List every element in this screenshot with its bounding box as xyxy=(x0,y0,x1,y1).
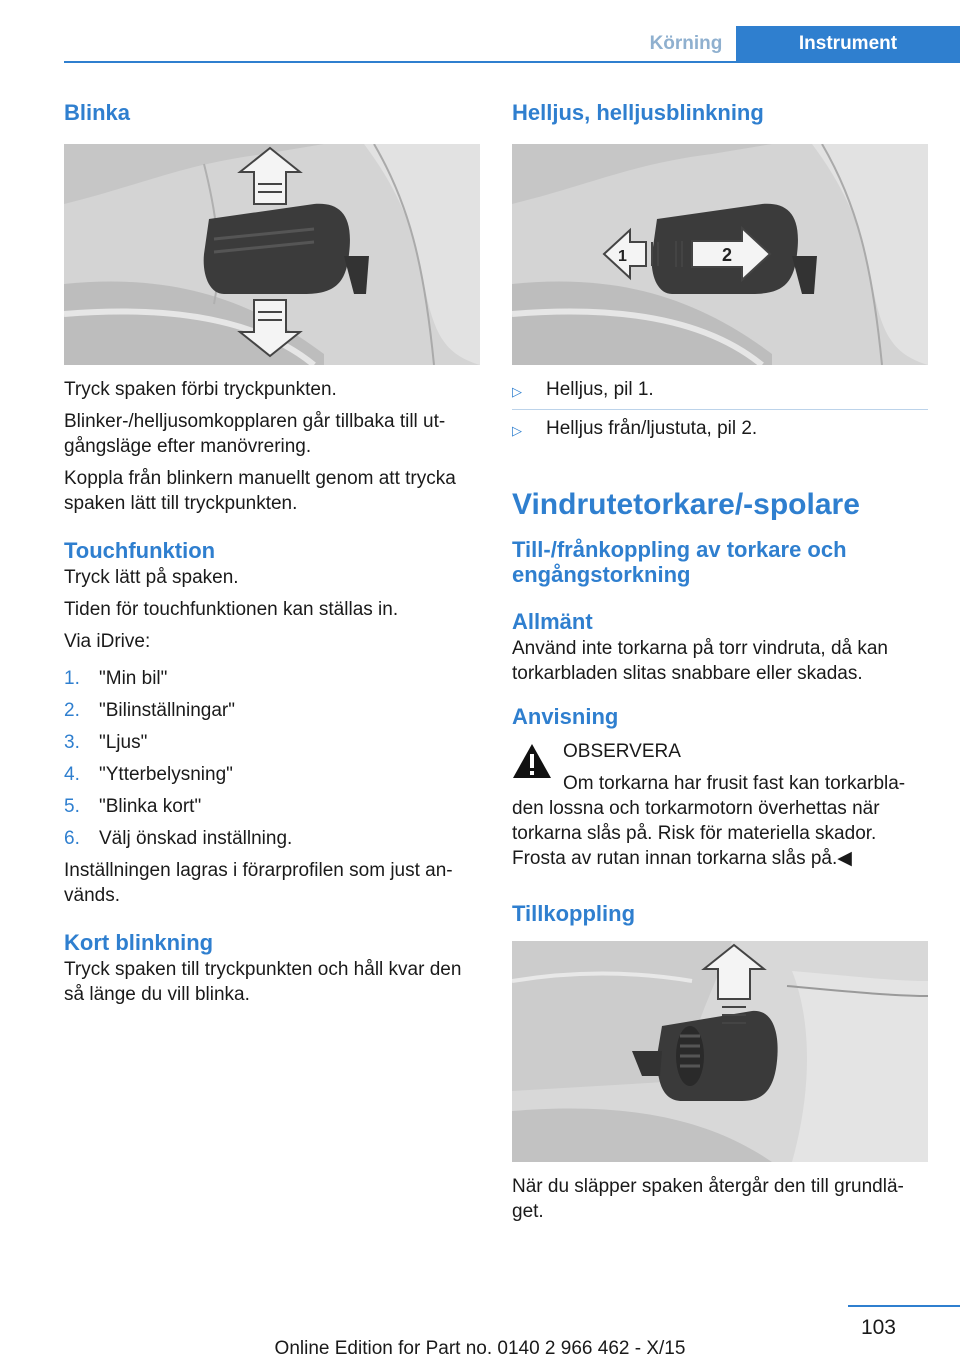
triangle-bullet-icon: ▷ xyxy=(512,423,522,438)
step-text: "Ytterbelysning" xyxy=(99,764,233,785)
heading-allmant: Allmänt xyxy=(512,609,593,634)
heading-vindrutetorkare: Vindrutetorkare/-spolare xyxy=(512,488,860,521)
blinka-paragraph-2: Blinker-/helljusomkopplaren går tillbaka till ut-gångsläge efter manövrering. xyxy=(64,411,446,457)
arrow-2-label: 2 xyxy=(722,245,733,265)
kort-paragraph-1: Tryck spaken till tryckpunkten och håll kvar den så länge du vill blinka. xyxy=(64,959,462,1005)
tab-instrument[interactable]: Instrument xyxy=(736,26,960,62)
list-item xyxy=(64,666,480,691)
step-text: "Min bil" xyxy=(99,668,168,689)
list-item xyxy=(512,377,928,404)
heading-kort-blinkning: Kort blinkning xyxy=(64,930,214,955)
page-number: 103 xyxy=(860,1316,896,1339)
lever-high-beam-illustration xyxy=(512,144,928,365)
right-column xyxy=(512,100,928,1231)
step-number: 2. xyxy=(64,700,80,721)
touch-paragraph-1: Tryck lätt på spaken. xyxy=(64,567,239,588)
allmant-paragraph-1: Använd inte torkarna på torr vindruta, då kan torkarbladen slitas snabbare eller skadas. xyxy=(512,638,889,684)
header-tabs xyxy=(636,26,960,62)
helljus-bullet-list-2 xyxy=(512,416,928,443)
blinka-paragraph-1: Tryck spaken förbi tryckpunkten. xyxy=(64,379,337,400)
heading-till-frankoppling: Till-/frånkoppling av torkare och engångstorkning xyxy=(512,537,847,587)
left-column xyxy=(64,100,480,1014)
step-number: 4. xyxy=(64,764,80,785)
figure-tillkoppling xyxy=(512,941,928,1162)
header-rule xyxy=(64,61,960,63)
arrow-1-label: 1 xyxy=(618,248,627,265)
touch-paragraph-2: Tiden för touchfunktionen kan ställas in. xyxy=(64,599,399,620)
list-item xyxy=(64,698,480,723)
heading-blinka: Blinka xyxy=(64,100,131,125)
heading-helljus: Helljus, helljusblinkning xyxy=(512,100,764,125)
footer-rule xyxy=(848,1305,960,1307)
idrive-steps-list xyxy=(64,666,480,851)
list-item xyxy=(64,794,480,819)
heading-tillkoppling: Tillkoppling xyxy=(512,901,636,926)
bullet-divider xyxy=(512,409,928,410)
helljus-bullet-list xyxy=(512,377,928,404)
step-number: 6. xyxy=(64,828,80,849)
warning-text: Om torkarna har frusit fast kan torkarbla-den lossna och torkarmotorn överhettas när torkarna slås på. Risk för materiella skador. Frosta av rutan innan torkarna slås på.◀ xyxy=(512,773,906,869)
step-number: 3. xyxy=(64,732,80,753)
tab-korning[interactable]: Körning xyxy=(649,33,723,54)
step-text: "Ljus" xyxy=(99,732,148,753)
step-text: Välj önskad inställning. xyxy=(99,828,293,849)
lever-turn-signal-illustration xyxy=(64,144,480,365)
figure-helljus xyxy=(512,144,928,365)
list-item xyxy=(64,730,480,755)
blinka-paragraph-3: Koppla från blinkern manuellt genom att trycka spaken lätt till tryckpunkten. xyxy=(64,468,456,514)
step-text: "Bilinställningar" xyxy=(99,700,235,721)
figure-blinka xyxy=(64,144,480,365)
bullet-text: Helljus, pil 1. xyxy=(546,379,654,400)
warning-block xyxy=(512,739,928,871)
touch-paragraph-4: Inställningen lagras i förarprofilen som just an-vänds. xyxy=(64,860,453,906)
step-text: "Blinka kort" xyxy=(99,796,202,817)
list-item xyxy=(64,762,480,787)
footer-edition: Online Edition for Part no. 0140 2 966 462 - X/15 xyxy=(274,1338,686,1359)
heading-touchfunktion: Touchfunktion xyxy=(64,538,216,563)
lever-wiper-illustration xyxy=(512,941,928,1162)
touch-paragraph-3: Via iDrive: xyxy=(64,631,151,652)
list-item xyxy=(512,416,928,443)
step-number: 1. xyxy=(64,668,80,689)
bullet-text: Helljus från/ljustuta, pil 2. xyxy=(546,418,758,439)
step-number: 5. xyxy=(64,796,80,817)
heading-anvisning: Anvisning xyxy=(512,704,619,729)
warning-triangle-icon xyxy=(512,743,552,779)
triangle-bullet-icon: ▷ xyxy=(512,384,522,399)
list-item xyxy=(64,826,480,851)
warning-title: OBSERVERA xyxy=(563,741,681,762)
tillkoppling-paragraph-1: När du släpper spaken återgår den till grundlä-get. xyxy=(512,1176,904,1222)
